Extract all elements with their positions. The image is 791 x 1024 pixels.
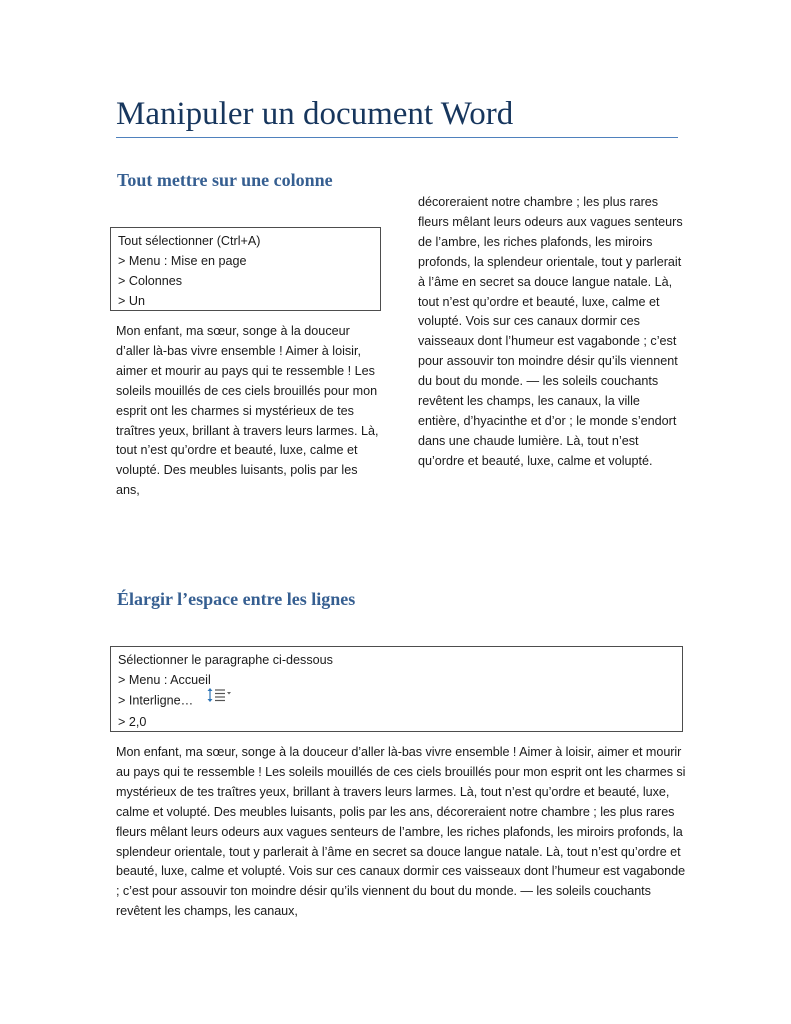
instruction-line: > Un (118, 294, 145, 308)
body-paragraph-column-one: Mon enfant, ma sœur, songe à la douceur d’aller là-bas vivre ensemble ! Aimer à loisir, aimer et mourir au pays qui te ressemble ! Les soleils mouillés de ces ciels brouillés pour mon esprit ont les charmes si mystérieux de tes traîtres yeux, brillant à travers leurs larmes. Là, tout n’est qu’ordre et beauté, luxe, calme et volupté. Des meubles luisants, polis par les ans, (116, 324, 379, 498)
instruction-line: Tout sélectionner (Ctrl+A) (118, 234, 261, 248)
title-underline (116, 137, 678, 138)
section-heading-line-spacing: Élargir l’espace entre les lignes (117, 589, 356, 609)
instructions-box-columns (110, 227, 381, 311)
instructions-box-line-spacing (110, 646, 683, 732)
instruction-text: > Interligne… (118, 693, 194, 708)
instruction-line: > 2,0 (118, 715, 147, 729)
body-paragraph-column-two: décoreraient notre chambre ; les plus rares fleurs mêlant leurs odeurs aux vagues senteurs de l’ambre, les riches plafonds, les miroirs profonds, la splendeur orientale, tout y parlerait à l’âme en secret sa douce langue natale. Là, tout n’est qu’ordre et beauté, luxe, calme et volupté. Vois sur ces canaux dormir ces vaisseaux dont l’humeur est vagabonde ; c’est pour assouvir ton moindre désir qu’ils viennent du bout du monde. — les soleils couchants revêtent les champs, les canaux, la ville entière, d’hyacinthe et d’or ; le monde s’endort dans une chaude lumière. Là, tout n’est qu’ordre et beauté, luxe, calme et volupté. (418, 195, 683, 468)
instruction-line: Sélectionner le paragraphe ci-dessous (118, 653, 333, 667)
instruction-line: > Colonnes (118, 274, 183, 288)
instruction-line: > Menu : Accueil (118, 673, 211, 687)
page-title: Manipuler un document Word (116, 96, 514, 132)
section-heading-one-column: Tout mettre sur une colonne (117, 170, 333, 190)
instruction-line: > Menu : Mise en page (118, 254, 247, 268)
line-spacing-icon (207, 687, 233, 709)
body-paragraph-full-width: Mon enfant, ma sœur, songe à la douceur d’aller là-bas vivre ensemble ! Aimer à loisir, aimer et mourir au pays qui te ressemble ! Les soleils mouillés de ces ciels brouillés pour mon esprit ont les charmes si mystérieux de tes traîtres yeux, brillant à travers leurs larmes. Là, tout n’est qu’ordre et beauté, luxe, calme et volupté. Des meubles luisants, polis par les ans, décoreraient notre chambre ; les plus rares fleurs mêlant leurs odeurs aux vagues senteurs de l’ambre, les riches plafonds, les miroirs profonds, la splendeur orientale, tout y parlerait à l’âme en secret sa douce langue natale. Là, tout n’est qu’ordre et beauté, luxe, calme et volupté. Vois sur ces canaux dormir ces vaisseaux dont l’humeur est vagabonde ; c’est pour assouvir ton moindre désir qu’ils viennent du bout du monde. — les soleils couchants revêtent les champs, les canaux, (116, 745, 686, 919)
instruction-line-with-icon (118, 690, 682, 712)
